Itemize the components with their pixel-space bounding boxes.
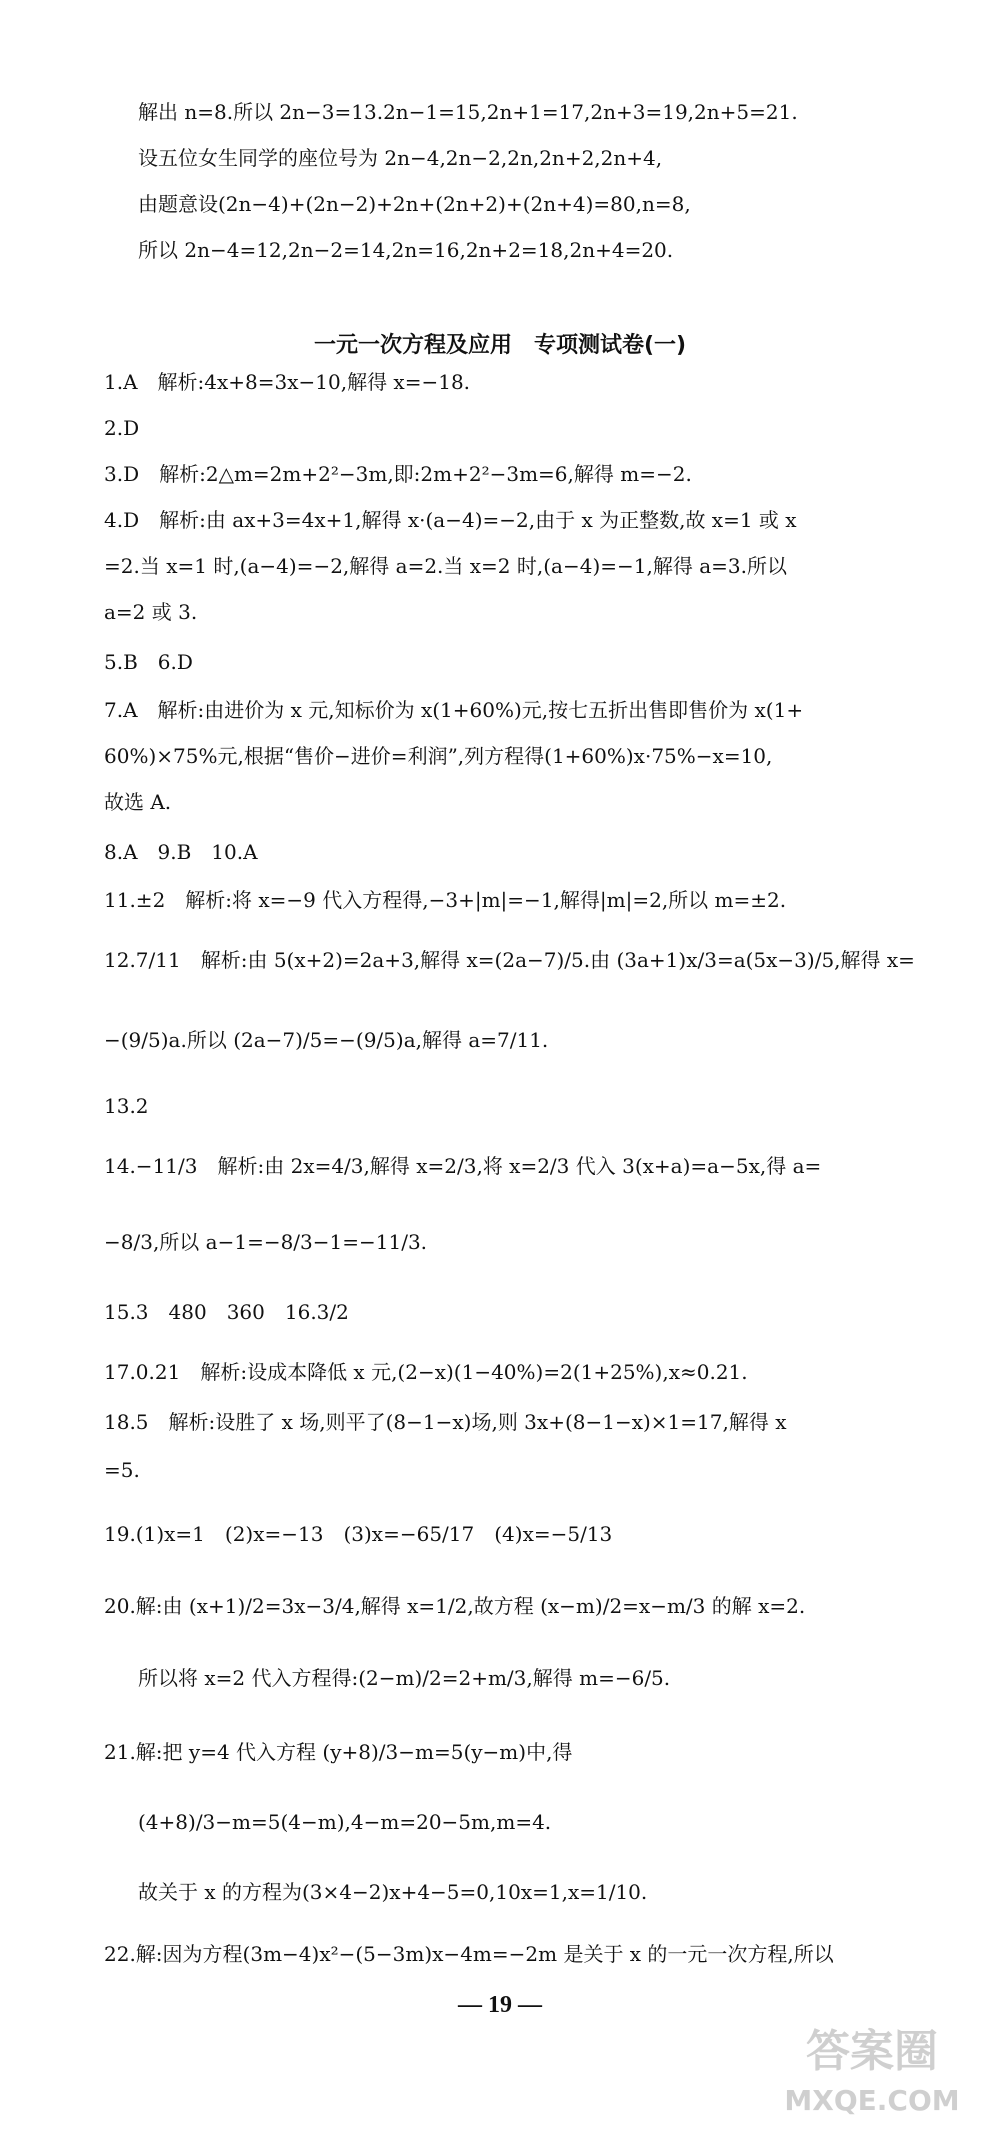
answer-line: 2.D [104, 416, 140, 440]
answer-line: =2.当 x=1 时,(a−4)=−2,解得 a=2.当 x=2 时,(a−4)=−1,解得 a=3.所以 [104, 554, 787, 578]
answer-line: 8.A 9.B 10.A [104, 840, 258, 864]
watermark-url: MXQE.COM [784, 2084, 960, 2117]
answer-line: 60%)×75%元,根据“售价−进价=利润”,列方程得(1+60%)x·75%−x=10, [104, 744, 773, 768]
answer-line: 21.解:把 y=4 代入方程 (y+8)/3−m=5(y−m)中,得 [104, 1740, 573, 1764]
answer-line: −(9/5)a.所以 (2a−7)/5=−(9/5)a,解得 a=7/11. [104, 1028, 549, 1052]
answer-line: 13.2 [104, 1094, 149, 1118]
answer-line: 所以将 x=2 代入方程得:(2−m)/2=2+m/3,解得 m=−6/5. [138, 1666, 671, 1690]
answer-line: 22.解:因为方程(3m−4)x²−(5−3m)x−4m=−2m 是关于 x 的一元一次方程,所以 [104, 1942, 834, 1966]
answer-line: 7.A 解析:由进价为 x 元,知标价为 x(1+60%)元,按七五折出售即售价为 x(1+ [104, 698, 804, 722]
answer-line: 20.解:由 (x+1)/2=3x−3/4,解得 x=1/2,故方程 (x−m)/2=x−m/3 的解 x=2. [104, 1594, 806, 1618]
answer-line: 19.(1)x=1 (2)x=−13 (3)x=−65/17 (4)x=−5/13 [104, 1522, 613, 1546]
text-line: 所以 2n−4=12,2n−2=14,2n=16,2n+2=18,2n+4=20. [138, 238, 674, 262]
answer-line: 3.D 解析:2△m=2m+2²−3m,即:2m+2²−3m=6,解得 m=−2. [104, 462, 692, 486]
text-line: 由题意设(2n−4)+(2n−2)+2n+(2n+2)+(2n+4)=80,n=8, [138, 192, 691, 216]
answer-line: 5.B 6.D [104, 650, 193, 674]
answer-line: 14.−11/3 解析:由 2x=4/3,解得 x=2/3,将 x=2/3 代入 3(x+a)=a−5x,得 a= [104, 1154, 822, 1178]
answer-line: −8/3,所以 a−1=−8/3−1=−11/3. [104, 1230, 428, 1254]
page-number: — 19 — [458, 1992, 542, 2018]
watermark-title: 答案圈 [806, 2026, 938, 2077]
answer-line: =5. [104, 1458, 140, 1482]
answer-line: a=2 或 3. [104, 600, 198, 624]
answer-line: 1.A 解析:4x+8=3x−10,解得 x=−18. [104, 370, 471, 394]
answer-line: 4.D 解析:由 ax+3=4x+1,解得 x·(a−4)=−2,由于 x 为正整数,故 x=1 或 x [104, 508, 797, 532]
answer-line: 12.7/11 解析:由 5(x+2)=2a+3,解得 x=(2a−7)/5.由 (3a+1)x/3=a(5x−3)/5,解得 x= [104, 948, 915, 972]
answer-line: 故关于 x 的方程为(3×4−2)x+4−5=0,10x=1,x=1/10. [138, 1880, 648, 1904]
answer-line: 故选 A. [104, 790, 172, 814]
answer-line: 11.±2 解析:将 x=−9 代入方程得,−3+|m|=−1,解得|m|=2,所以 m=±2. [104, 888, 787, 912]
watermark-logo [762, 2014, 982, 2124]
answer-line: 17.0.21 解析:设成本降低 x 元,(2−x)(1−40%)=2(1+25%),x≈0.21. [104, 1360, 748, 1384]
answer-line: 15.3 480 360 16.3/2 [104, 1300, 349, 1324]
answer-line: (4+8)/3−m=5(4−m),4−m=20−5m,m=4. [138, 1810, 552, 1834]
text-line: 解出 n=8.所以 2n−3=13.2n−1=15,2n+1=17,2n+3=19,2n+5=21. [138, 100, 798, 124]
answer-line: 18.5 解析:设胜了 x 场,则平了(8−1−x)场,则 3x+(8−1−x)×1=17,解得 x [104, 1410, 787, 1434]
section-title: 一元一次方程及应用 专项测试卷(一) [313, 333, 687, 358]
text-line: 设五位女生同学的座位号为 2n−4,2n−2,2n,2n+2,2n+4, [138, 146, 663, 170]
